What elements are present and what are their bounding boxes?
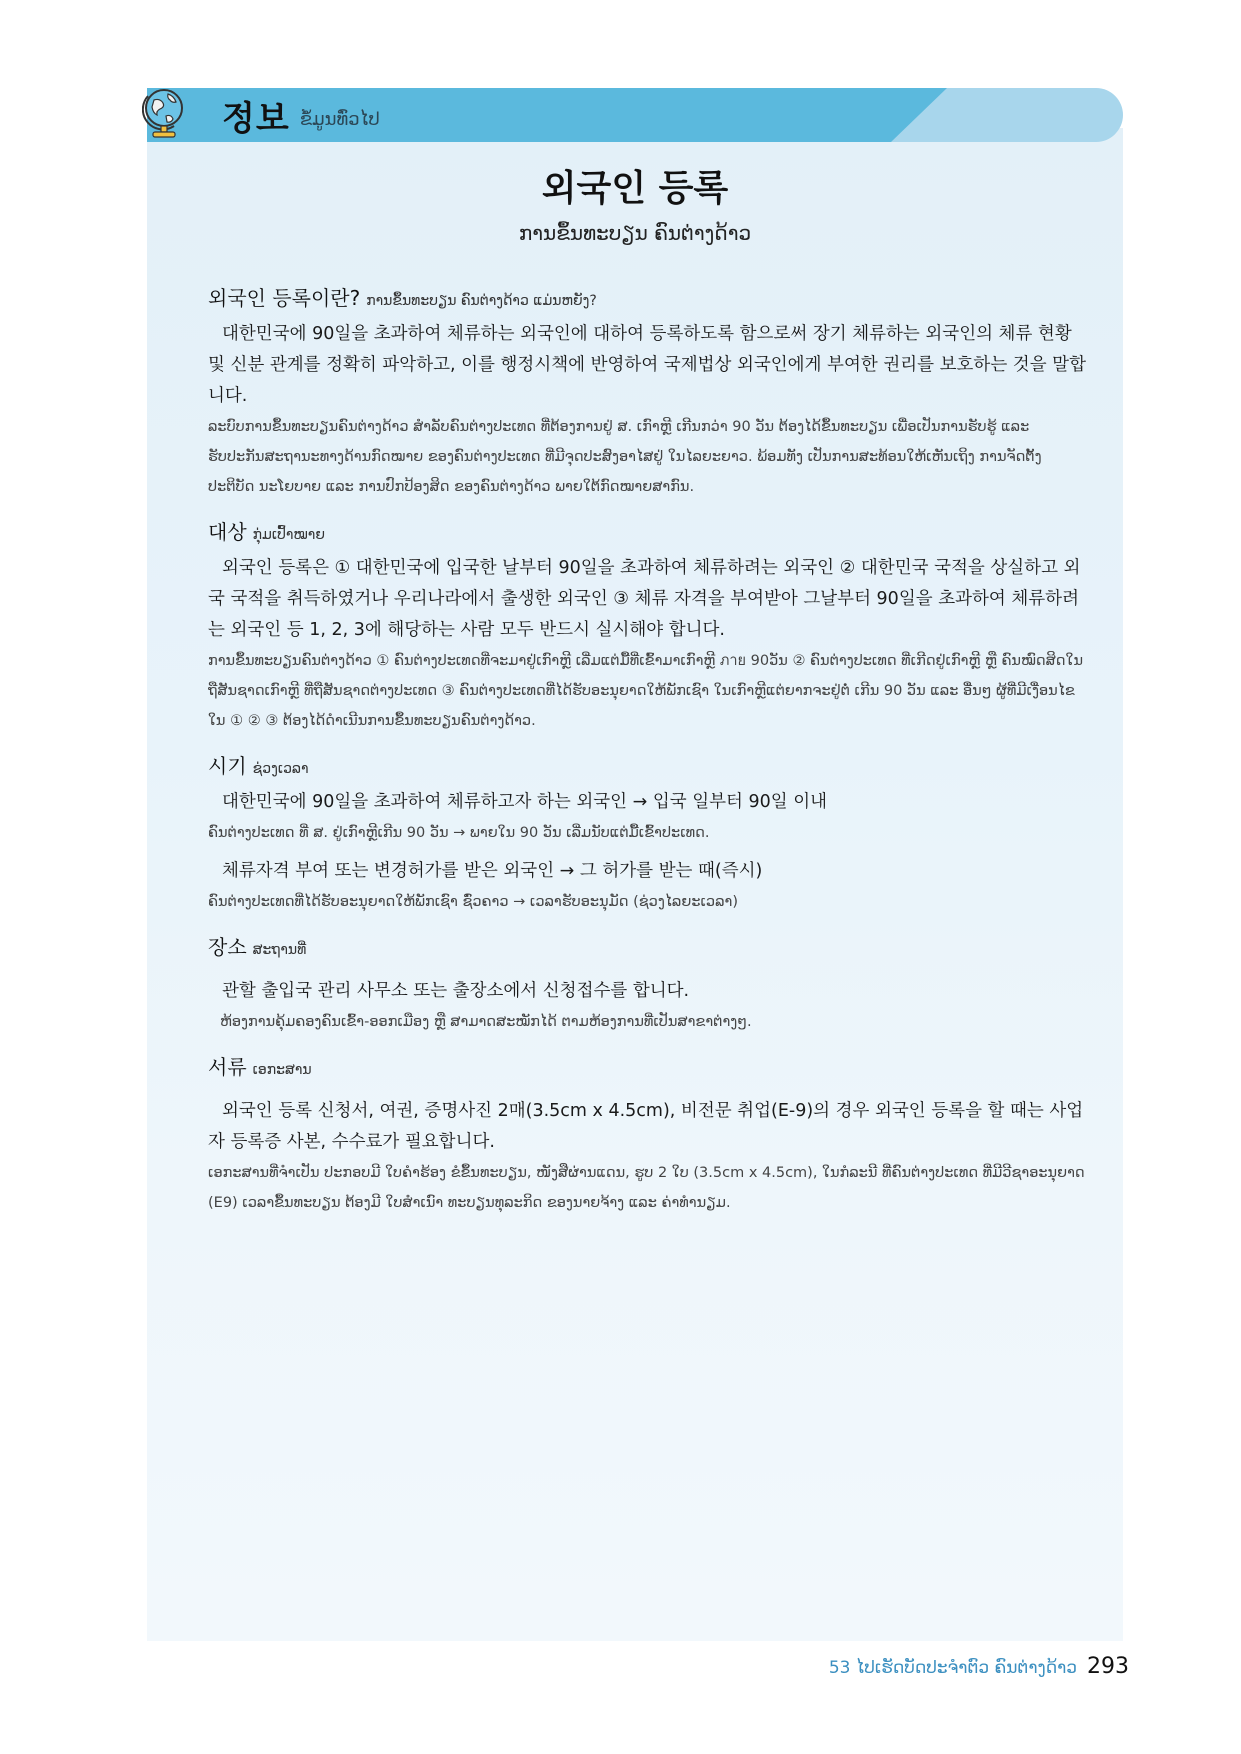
header-title-ko: 정보 [222,98,290,139]
section-heading-ko: 외국인 등록이란? [208,286,361,310]
section-heading-lo: ສະຖານທີ່ [252,942,307,958]
paragraph-ko: 외국인 등록은 ① 대한민국에 입국한 날부터 90일을 초과하여 체류하려는 외국인 ② 대한민국 국적을 상실하고 외국 국적을 취득하였거나 우리나라에서 출생한 외국인 ③ 체류 자격을 부여받아 그날부터 90일을 초과하여 체류하려는 외국인 등 1, 2, 3에 해당하는 사람 모두 반드시 실시해야 합니다. [208,558,1081,640]
page-title: 외국인 등록 [541,168,729,209]
section-what [208,282,1086,502]
paragraph-lo: ຫ້ອງການຄຸ້ມຄອງຄົນເຂົ້າ-ອອກເມືອງ ຫຼື ສາມາດສະໝັກໄດ້ ຕາມຫ້ອງການທີ່ເປັນສາຂາຕ່າງໆ. [220,1014,752,1030]
page-footer [829,1654,1129,1679]
section-heading-ko: 시기 [208,754,247,778]
globe-icon [142,86,186,140]
section-target [208,516,1086,736]
page-title-block [147,160,1123,245]
paragraph-lo: ລະບົບການຂຶ້ນທະບຽນຄົນຕ່າງດ້າວ ສຳລັບຄົນຕ່າງປະເທດ ທີ່ຕ້ອງການຢູ່ ສ. ເກົາຫຼີ ເກີນກວ່າ 90 ວັນ ຕ້ອງໄດ້ຂຶ້ນທະບຽນ ເພື່ອເປັນການຮັບຮູ້ ແລະ ຮັບປະກັນສະຖານະທາງດ້ານກົດໝາຍ ຂອງຄົນຕ່າງປະເທດ ທີ່ມີຈຸດປະສົງອາໄສຢູ່ ໃນໄລຍະຍາວ. ພ້ອມທັງ ເປັນການສະທ້ອນໃຫ້ເຫັນເຖິງ ການຈັດຕັ້ງ ປະຕິບັດ ນະໂຍບາຍ ແລະ ການປົກປ້ອງສິດ ຂອງຄົນຕ່າງດ້າວ ພາຍໃຕ້ກົດໝາຍສາກົນ. [208,419,1042,495]
period-line2-lo: ຄົນຕ່າງປະເທດທີ່ໄດ້ຮັບອະນຸຍາດໃຫ້ພັກເຊົາ ຊົ່ວຄາວ → ເວລາຮັບອະນຸມັດ (ຊ່ວງໄລຍະເວລາ) [208,894,738,910]
period-line1-ko: 대한민국에 90일을 초과하여 체류하고자 하는 외국인 → 입국 일부터 90일 이내 [222,792,828,812]
footer-chapter-label: 53 ໄປເຮັດບັດປະຈຳຕົວ ຄົນຕ່າງດ້າວ [828,1658,1077,1678]
section-heading [208,931,1086,960]
section-heading-ko: 서류 [208,1055,247,1079]
period-line2-ko: 체류자격 부여 또는 변경허가를 받은 외국인 → 그 허가를 받는 때(즉시) [222,861,763,881]
paragraph-lo: ເອກະສານທີ່ຈຳເປັນ ປະກອບມີ ໃບຄຳຮ້ອງ ຂໍຂຶ້ນທະບຽນ, ໜັງສືຜ່ານແດນ, ຮູບ 2 ໃບ (3.5cm x 4.5cm), ໃນກໍລະນີ ທີ່ຄົນຕ່າງປະເທດ ທີ່ມີວີຊາອະນຸຍາດ (E9) ເວລາຂຶ້ນທະບຽນ ຕ້ອງມີ ໃບສຳເນົາ ທະບຽນທຸລະກິດ ຂອງນາຍຈ້າງ ແລະ ຄ່າທຳນຽມ. [208,1165,1085,1211]
section-heading-lo: ການຂຶ້ນທະບຽນ ຄົນຕ່າງດ້າວ ແມ່ນຫຍັງ? [366,293,597,309]
section-heading [208,516,1086,545]
paragraph-ko: 대한민국에 90일을 초과하여 체류하는 외국인에 대하여 등록하도록 함으로써 장기 체류하는 외국인의 체류 현황 및 신분 관계를 정확히 파악하고, 이를 행정시책에 반영하여 국제법상 외국인에게 부여한 권리를 보호하는 것을 말합니다. [208,324,1086,406]
section-heading-ko: 대상 [208,520,247,544]
section-heading-ko: 장소 [208,935,247,959]
section-heading-lo: ກຸ່ມເປົ້າໝາຍ [252,527,325,543]
page-number: 293 [1087,1654,1129,1679]
period-line1-lo: ຄົນຕ່າງປະເທດ ທີ່ ສ. ຢູ່ເກົາຫຼີເກີນ 90 ວັນ → ພາຍໃນ 90 ວັນ ເລີ່ມນັບແຕ່ມື້ເຂົ້າປະເທດ. [208,825,710,841]
section-heading-lo: ຊ່ວງເວລາ [252,761,309,777]
header-title [222,88,380,142]
header-title-lo: ຂໍ້ມູນທົ່ວໄປ [299,108,380,130]
paragraph-ko: 관할 출입국 관리 사무소 또는 출장소에서 신청접수를 합니다. [222,981,690,1001]
page-subtitle: ການຂຶ້ນທະບຽນ ຄົນຕ່າງດ້າວ [518,221,752,245]
section-heading [208,1051,1086,1080]
section-heading-lo: ເອກະສານ [252,1062,312,1078]
paragraph-ko: 외국인 등록 신청서, 여권, 증명사진 2매(3.5cm x 4.5cm), 비전문 취업(E-9)의 경우 외국인 등록을 할 때는 사업자 등록증 사본, 수수료가 필요합니다. [208,1101,1084,1152]
section-documents [208,1051,1086,1218]
main-content [208,282,1086,1218]
section-place [208,931,1086,1037]
section-heading [208,282,1086,311]
section-period [208,750,1086,917]
paragraph-lo: ການຂຶ້ນທະບຽນຄົນຕ່າງດ້າວ ① ຄົນຕ່າງປະເທດທີ່ຈະມາຢູ່ເກົາຫຼີ ເລີ່ມແຕ່ມື້ທີ່ເຂົ້າມາເກົາຫຼີ ภาย 90ວັນ ② ຄົນຕ່າງປະເທດ ທີ່ເກີດຢູ່ເກົາຫຼີ ຫຼື ຄົນໝົດສິດໃນຖືສັນຊາດເກົາຫຼີ ທີ່ຖືສັນຊາດຕ່າງປະເທດ ③ ຄົນຕ່າງປະເທດທີ່ໄດ້ຮັບອະນຸຍາດໃຫ້ພັກເຊົາ ໃນເກົາຫຼີແຕ່ຍາກຈະຢູ່ຕໍ່ ເກີນ 90 ວັນ ແລະ ອື່ນໆ ຜູ້ທີ່ມີເງື່ອນໄຂໃນ ① ② ③ ຕ້ອງໄດ້ດຳເນີນການຂຶ້ນທະບຽນຄົນຕ່າງດ້າວ. [208,653,1083,729]
section-heading [208,750,1086,779]
